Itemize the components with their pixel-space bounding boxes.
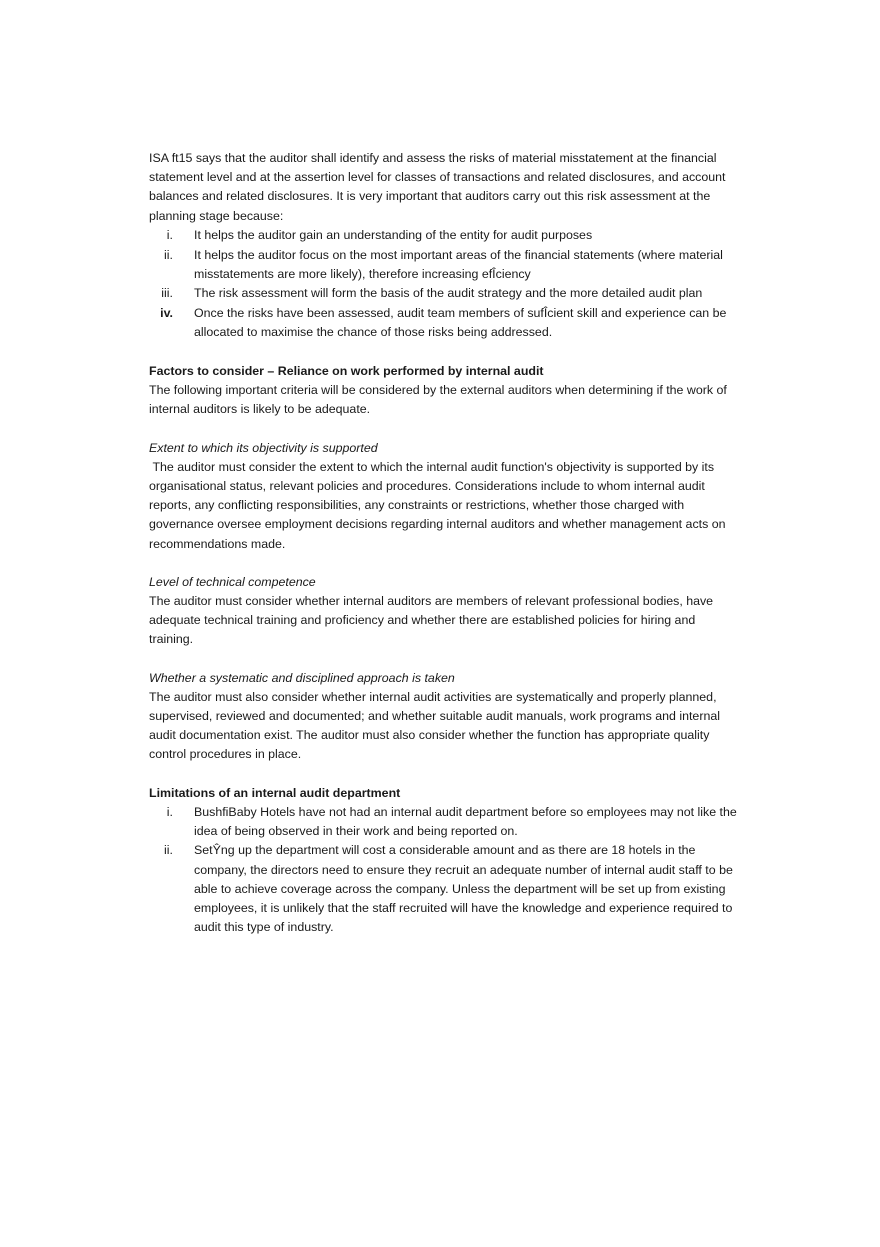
limitations-list xyxy=(149,803,739,937)
intro-paragraph: ISA ft15 says that the auditor shall identify and assess the risks of material misstatement at the financial statement level and at the assertion level for classes of transactions and related disclosures, and account balances and related disclosures. It is very important that auditors carry out this risk assessment at the planning stage because: xyxy=(149,151,726,223)
list-text: BushfiBaby Hotels have not had an internal audit department before so employees may not like the idea of being observed in their work and being reported on. xyxy=(194,804,737,839)
spacer xyxy=(149,765,739,784)
factors-heading: Factors to consider – Reliance on work performed by internal audit xyxy=(149,364,544,379)
factors-intro: The following important criteria will be considered by the external auditors when determining if the work of internal auditors is likely to be adequate. xyxy=(149,383,727,417)
spacer xyxy=(149,343,739,362)
list-item xyxy=(149,803,739,841)
approach-text: The auditor must also consider whether internal audit activities are systematically and properly planned, supervised, reviewed and documented; and whether suitable audit manuals, work programs and internal audit documentation exist. The auditor must also consider whether the function has appropriate quality control procedures in place. xyxy=(149,689,720,762)
spacer xyxy=(149,554,739,573)
list-item xyxy=(149,284,739,303)
list-item xyxy=(149,226,739,245)
list-text: It helps the auditor focus on the most important areas of the financial statements (where material misstatements are more likely), therefore increasing efÎciency xyxy=(194,247,723,281)
list-text: Once the risks have been assessed, audit team members of sufÎcient skill and experience can be allocated to maximise the chance of those risks being addressed. xyxy=(194,306,727,340)
list-item xyxy=(149,246,739,284)
list-item xyxy=(149,841,739,937)
list-item xyxy=(149,304,739,342)
objectivity-text: The auditor must consider the extent to which the internal audit function's objectivity is supported by its organisational status, relevant policies and procedures. Considerations include to whom internal audit reports, any conflicting responsibilities, any constraints or restrictions, whether those charged with governance oversee employment decisions regarding internal auditors and whether management acts on recommendations made. xyxy=(149,459,729,551)
limitations-heading: Limitations of an internal audit department xyxy=(149,785,401,800)
competence-title: Level of technical competence xyxy=(149,574,316,589)
list-text: SetŶng up the department will cost a considerable amount and as there are 18 hotels in the company, the directors need to ensure they recruit an adequate number of internal audit staff to be able to achieve coverage across the company. Unless the department will be set up from existing employees, it is unlikely that the staff recruited will have the knowledge and experience required to audit this type of industry. xyxy=(194,843,733,935)
list-number: ii. xyxy=(164,247,173,262)
list-number: iii. xyxy=(161,286,173,301)
objectivity-title: Extent to which its objectivity is supported xyxy=(149,440,378,455)
list-number: i. xyxy=(166,227,173,242)
approach-title: Whether a systematic and disciplined approach is taken xyxy=(149,670,455,685)
spacer xyxy=(149,420,739,439)
list-text: It helps the auditor gain an understanding of the entity for audit purposes xyxy=(194,227,593,242)
spacer xyxy=(149,650,739,669)
reasons-list xyxy=(149,226,739,343)
list-number: iv. xyxy=(160,306,173,321)
list-number: ii. xyxy=(164,843,173,858)
document-page xyxy=(149,149,739,937)
list-text: The risk assessment will form the basis of the audit strategy and the more detailed audit plan xyxy=(194,286,703,301)
list-number: i. xyxy=(166,804,173,819)
competence-text: The auditor must consider whether internal auditors are members of relevant professional bodies, have adequate technical training and proficiency and whether there are established policies for hiring and training. xyxy=(149,594,714,647)
